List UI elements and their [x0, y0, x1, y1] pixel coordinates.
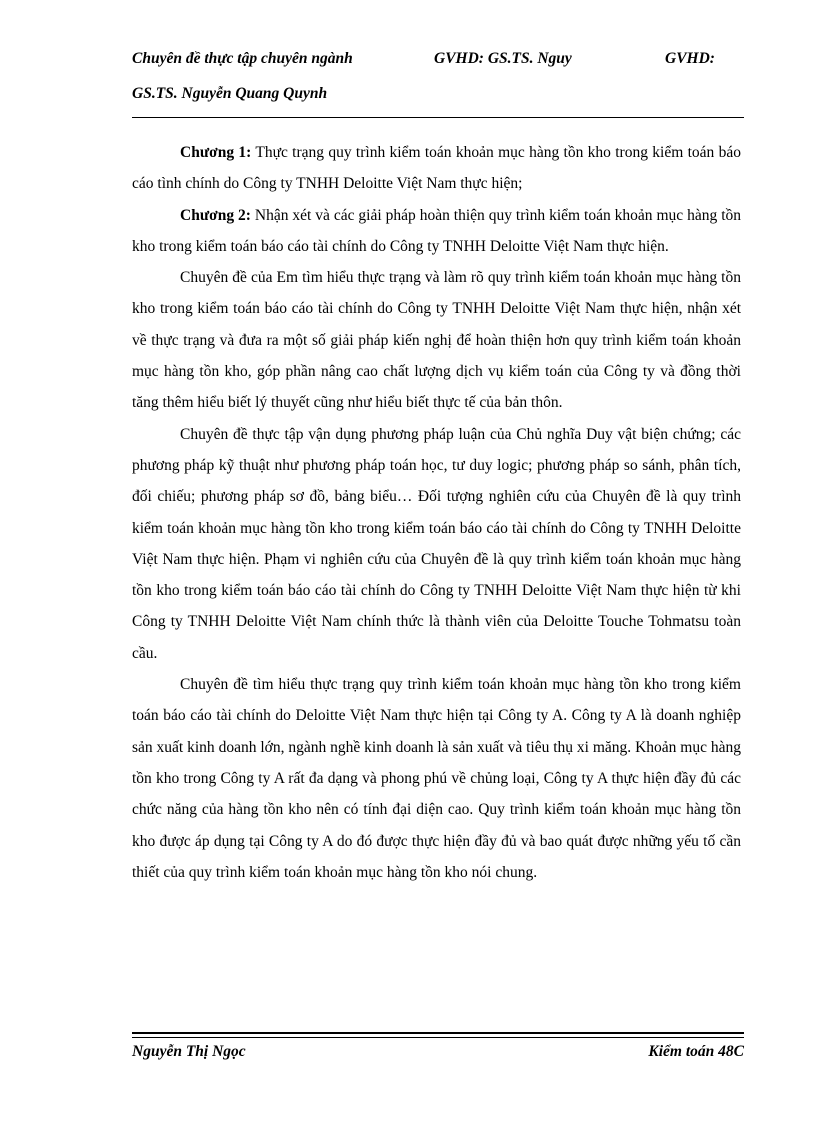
chapter-1-text: Thực trạng quy trình kiểm toán khoản mục hàng tồn kho trong kiểm toán báo cáo tình chính do Công ty TNHH Deloitte Việt Nam thực hiện; — [132, 144, 742, 193]
footer-divider-thick — [132, 1032, 744, 1034]
header-supervisor-label-2: GVHD: — [665, 50, 715, 67]
chapter-1-label: Chương 1: — [180, 144, 252, 161]
header-divider — [132, 117, 744, 118]
paragraph-case-study: Chuyên đề tìm hiểu thực trạng quy trình kiểm toán khoản mục hàng tồn kho trong kiểm toán báo cáo tài chính do Deloitte Việt Nam thực hiện tại Công ty A. Công ty A là doanh nghiệp sản xuất kinh doanh lớn, ngành nghề kinh doanh là sản xuất và tiêu thụ xi măng. Khoản mục hàng tồn kho trong Công ty A rất đa dạng và phong phú về chủng loại, Công ty A thực hiện đầy đủ các chức năng của hàng tồn kho nên có tính đại diện cao. Quy trình kiểm toán khoản mục hàng tồn kho được áp dụng tại Công ty A do đó được thực hiện đầy đủ và bao quát được những yếu tố cần thiết của quy trình kiểm toán khoản mục hàng tồn kho nói chung. — [132, 676, 741, 881]
header-supervisor-label: GVHD: GS.TS. Nguy — [434, 50, 572, 67]
page-header — [132, 50, 744, 102]
footer-divider-thin — [132, 1037, 744, 1038]
chapter-2-label: Chương 2: — [180, 206, 251, 224]
header-report-title: Chuyên đề thực tập chuyên ngành — [132, 50, 353, 67]
footer-author: Nguyễn Thị Ngọc — [132, 1043, 246, 1060]
paragraph-chapter-1 — [132, 137, 741, 200]
header-supervisor-name: GS.TS. Nguyễn Quang Quynh — [132, 85, 328, 102]
document-body — [132, 137, 741, 888]
chapter-2-text: Nhận xét và các giải pháp hoàn thiện quy trình kiểm toán khoản mục hàng tồn kho trong kiểm toán báo cáo tài chính do Công ty TNHH Deloitte Việt Nam thực hiện. — [132, 206, 742, 255]
footer-class: Kiểm toán 48C — [648, 1043, 744, 1060]
header-line-1 — [132, 50, 744, 74]
paragraph-scope: Chuyên đề của Em tìm hiểu thực trạng và làm rõ quy trình kiểm toán khoản mục hàng tồn kho trong kiểm toán báo cáo tài chính do Công ty TNHH Deloitte Việt Nam thực hiện, nhận xét về thực trạng và đưa ra một số giải pháp kiến nghị để hoàn thiện hơn quy trình kiểm toán khoản mục hàng tồn kho, góp phần nâng cao chất lượng dịch vụ kiểm toán của Công ty và đồng thời tăng thêm hiểu biết lý thuyết cũng như hiểu biết thực tế của bản thôn. — [132, 269, 741, 412]
paragraph-chapter-2 — [132, 200, 741, 263]
paragraph-methodology: Chuyên đề thực tập vận dụng phương pháp luận của Chủ nghĩa Duy vật biện chứng; các phương pháp kỹ thuật như phương pháp toán học, tư duy logic; phương pháp so sánh, phân tích, đối chiếu; phương pháp sơ đồ, bảng biểu… Đối tượng nghiên cứu của Chuyên đề là quy trình kiểm toán khoản mục hàng tồn kho trong kiểm toán báo cáo tài chính do Công ty TNHH Deloitte Việt Nam thực hiện. Phạm vi nghiên cứu của Chuyên đề là quy trình kiểm toán khoản mục hàng tồn kho trong kiểm toán báo cáo tài chính do Công ty TNHH Deloitte Việt Nam thực hiện từ khi Công ty TNHH Deloitte Việt Nam chính thức là thành viên của Deloitte Touche Tohmatsu toàn cầu. — [132, 425, 741, 662]
